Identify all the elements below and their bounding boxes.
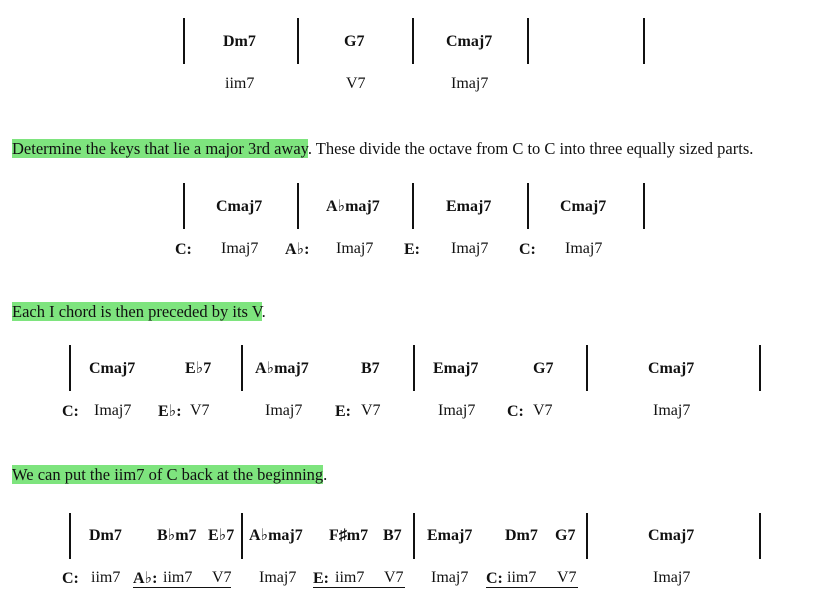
bar-line <box>643 18 645 64</box>
chord-symbol: Emaj7 <box>433 360 479 377</box>
chord-symbol: Emaj7 <box>446 198 492 215</box>
chord-symbol: Dm7 <box>89 527 122 544</box>
roman-numeral: V7 <box>346 75 366 92</box>
chord-symbol: Cmaj7 <box>216 198 263 215</box>
roman-numeral: V7 <box>533 402 553 419</box>
bar-line <box>527 18 529 64</box>
bar-line <box>412 18 414 64</box>
chord-symbol: A♭maj7 <box>249 527 303 544</box>
chord-symbol: A♭maj7 <box>326 198 380 215</box>
bar-line <box>241 513 243 559</box>
bar-line <box>759 345 761 391</box>
chord-symbol: Emaj7 <box>427 527 473 544</box>
roman-numeral: Imaj7 <box>336 240 374 257</box>
key-label: E: <box>313 570 329 587</box>
chord-symbol: G7 <box>555 527 576 544</box>
instruction-paragraph <box>12 138 753 160</box>
key-label: C: <box>519 241 536 258</box>
roman-numeral: Imaj7 <box>565 240 603 257</box>
key-label: A♭: <box>133 570 158 587</box>
bar-line <box>413 345 415 391</box>
roman-numeral: Imaj7 <box>265 402 303 419</box>
roman-numeral: Imaj7 <box>94 402 132 419</box>
bar-line <box>297 183 299 229</box>
roman-numeral: V7 <box>557 569 577 586</box>
roman-numeral: Imaj7 <box>451 75 489 92</box>
chord-symbol: Cmaj7 <box>89 360 136 377</box>
chord-symbol: Cmaj7 <box>560 198 607 215</box>
paragraph-text: . These divide the octave from C to C into three equally sized parts. <box>307 139 754 158</box>
roman-numeral: Imaj7 <box>431 569 469 586</box>
chord-symbol: G7 <box>533 360 554 377</box>
bar-line <box>643 183 645 229</box>
bar-line <box>412 183 414 229</box>
chord-symbol: Cmaj7 <box>648 360 695 377</box>
highlighted-text: Determine the keys that lie a major 3rd awa <box>12 139 301 158</box>
paragraph-text: . <box>323 465 328 484</box>
key-label: C: <box>175 241 192 258</box>
roman-numeral: V7 <box>361 402 381 419</box>
key-label: C: <box>62 403 79 420</box>
bar-line <box>297 18 299 64</box>
roman-numeral: Imaj7 <box>221 240 259 257</box>
roman-numeral: V7 <box>212 569 232 586</box>
bar-line <box>586 513 588 559</box>
key-label: E: <box>404 241 420 258</box>
bar-line <box>69 513 71 559</box>
key-label: E: <box>335 403 351 420</box>
roman-numeral: V7 <box>384 569 404 586</box>
highlighted-text: y <box>300 139 308 158</box>
roman-numeral: iim7 <box>91 569 121 586</box>
underlined-ii-v-group <box>133 569 231 588</box>
bar-line <box>586 345 588 391</box>
roman-numeral: Imaj7 <box>451 240 489 257</box>
roman-numeral: Imaj7 <box>653 402 691 419</box>
chord-symbol: Dm7 <box>505 527 538 544</box>
chord-symbol: E♭7 <box>185 360 212 377</box>
chord-symbol: B7 <box>383 527 402 544</box>
bar-line <box>241 345 243 391</box>
roman-numeral: Imaj7 <box>653 569 691 586</box>
bar-line <box>527 183 529 229</box>
chord-symbol: Dm7 <box>223 33 256 50</box>
chord-symbol: G7 <box>344 33 365 50</box>
chord-symbol: F♯m7 <box>329 527 369 544</box>
key-label: A♭: <box>285 241 310 258</box>
key-label: C: <box>62 570 79 587</box>
bar-line <box>759 513 761 559</box>
key-label: C: <box>507 403 524 420</box>
instruction-paragraph <box>12 301 266 323</box>
chord-symbol: B7 <box>361 360 380 377</box>
bar-line <box>413 513 415 559</box>
bar-line <box>69 345 71 391</box>
bar-line <box>183 183 185 229</box>
highlighted-text: Each I chord is then preceded by its V <box>12 302 262 321</box>
roman-numeral: iim7 <box>335 569 365 586</box>
chord-symbol: E♭7 <box>208 527 235 544</box>
highlighted-text: We can put the iim7 of C back at the beginning <box>12 465 324 484</box>
roman-numeral: V7 <box>190 402 210 419</box>
underlined-ii-v-group <box>486 569 578 588</box>
instruction-paragraph <box>12 464 327 486</box>
chord-symbol: B♭m7 <box>157 527 197 544</box>
key-label: E♭: <box>158 403 182 420</box>
roman-numeral: Imaj7 <box>438 402 476 419</box>
roman-numeral: Imaj7 <box>259 569 297 586</box>
roman-numeral: iim7 <box>163 569 193 586</box>
chord-symbol: Cmaj7 <box>648 527 695 544</box>
chord-symbol: Cmaj7 <box>446 33 493 50</box>
key-label: C: <box>486 570 503 587</box>
roman-numeral: iim7 <box>507 569 537 586</box>
paragraph-text: . <box>261 302 266 321</box>
underlined-ii-v-group <box>313 569 405 588</box>
bar-line <box>183 18 185 64</box>
roman-numeral: iim7 <box>225 75 255 92</box>
chord-symbol: A♭maj7 <box>255 360 309 377</box>
